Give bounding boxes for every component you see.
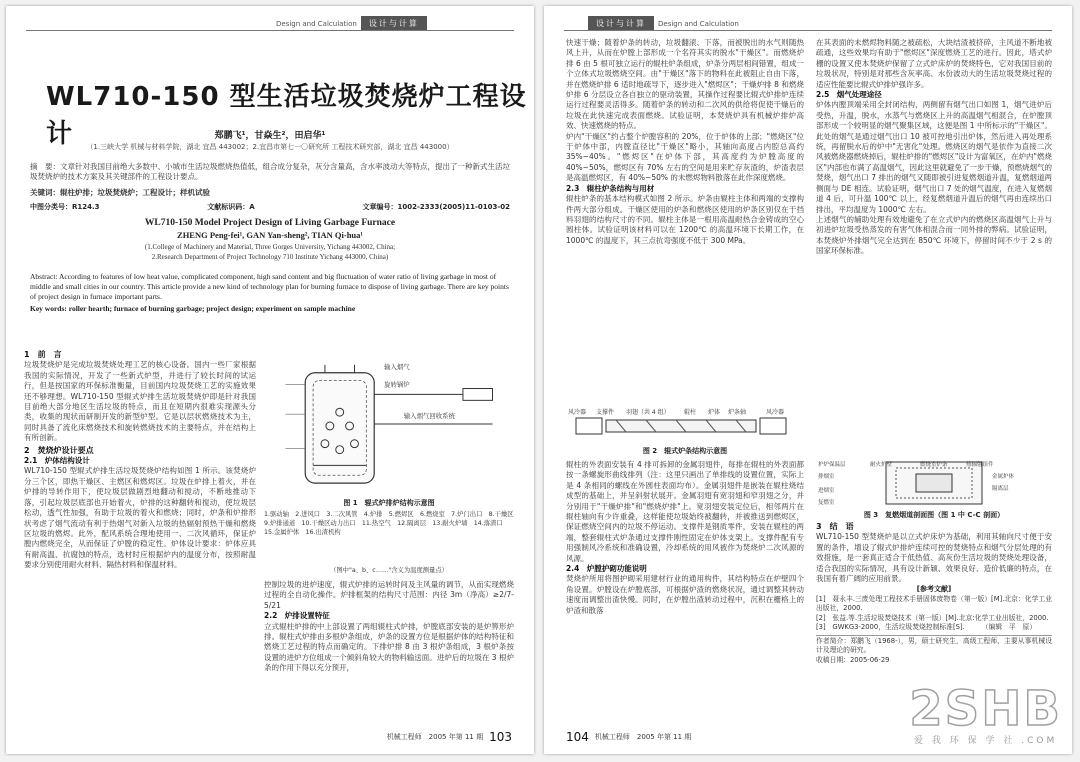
body-paragraph: 上述烟气的辅助处理有效地避免了在立式炉内的燃烧区高温烟气上升与初进炉垃圾受热蒸发的有害气体相混合而一同外排的弊病。试验证明，本焚烧炉外排烟气完全达到在 850℃ 环境下，停留时间不少于 2 s 的国家环保标准。 bbox=[816, 214, 1052, 256]
fig2-label: 炉体 bbox=[708, 409, 721, 416]
reference-item: [2] 张益.等.生活垃圾焚烧技术（第一版）[M].北京:化学工业出版社，2000. bbox=[816, 613, 1049, 622]
english-title: WL710-150 Model Project Design of Living Garbage Furnace bbox=[144, 218, 396, 228]
figure-3-diagram bbox=[816, 458, 1052, 508]
subsection-heading: 2.3 辊柱炉条结构与用材 bbox=[566, 183, 655, 193]
body-paragraph: 快速干燥；随着炉条的转动，垃圾翻滚、下落，而被脱出的水气则随热风上升，从而在炉膛上部形成一个名符其实的脱水"干燥区"。而燃烧炉排 6 由 5 根可独立运行的辊柱炉条组成，炉条分两层相间错置，组成一个立体式垃圾燃烧空间。由"干燥区"落下的物料在此被阻止自由下落，并在燃烧炉排 6 适时地疏导下，逐步进入"燃烬区"；干燥炉排 8 和燃烧炉排 6 分层设立各自独立的驱动装置，其操作过程要比辊式炉排炉连续运行过程要灵活得多。随着炉条的转动和二次风的供给将促使干燥后的垃圾在此快速完成表面燃烧。试验证明，本焚烧炉具有机械炉排炉高效、快速燃烧的特点。 bbox=[566, 38, 804, 131]
english-keywords: Key words: roller hearth; furnace of burning garbage; project design; experiment on sample machine bbox=[30, 304, 356, 313]
figure-2-diagram bbox=[566, 406, 804, 442]
author-note: 作者简介：郑鹏飞（1968-），男，硕士研究生，高级工程师，主要从事机械设计及理论的研究。 bbox=[816, 636, 1052, 655]
fig3-label: 耐火炉壁 bbox=[870, 462, 893, 468]
header-tag: 设计与计算 bbox=[588, 16, 654, 31]
left-column bbox=[566, 38, 804, 246]
fig1-label: 旋转锅炉 bbox=[384, 380, 410, 389]
reference-list bbox=[816, 595, 1052, 633]
fig2-label: 支撑件 bbox=[596, 409, 615, 416]
section-heading: 2 焚烧炉设计要点 bbox=[24, 445, 94, 455]
paper-title: WL710-150 型生活垃圾焚烧炉工程设计 bbox=[46, 82, 527, 149]
received-date: 收稿日期：2005-06-29 bbox=[816, 655, 890, 664]
left-page bbox=[6, 6, 534, 754]
body-paragraph: 在其表面的未燃烬物料随之被疏松，大块结渣被挤碎，主风道不断地被疏通，这些效果均有助于"燃烬区"深度燃烧工艺的进行。因此，塔式炉栅的设置又使本焚烧炉保留了立式炉床炉的焚烧特色，它对我国目前的垃圾状况，特别是对那些含灰率高、水份波动大的生活垃圾焚烧过程的适应性能要比辊式炉排炉强许多。 bbox=[816, 38, 1052, 89]
footer-journal: 机械工程师 2005 年第 11 期 bbox=[594, 733, 692, 741]
english-affiliation-1: (1.College of Machinery and Material, Three Gorges University, Yichang 443002, China; bbox=[144, 243, 396, 251]
watermark-subtitle: 爱 我 环 保 学 社 .COM bbox=[914, 736, 1058, 746]
page-footer bbox=[387, 730, 512, 744]
references-title: [参考文献] bbox=[916, 585, 952, 594]
page-header bbox=[584, 16, 739, 31]
keywords-cn: 关键词：辊柱炉排；垃圾焚烧炉；工程设计；样机试验 bbox=[30, 188, 210, 197]
body-paragraph: 炉内"干燥区"约占整个炉膛容积的 20%，位于炉体的上部；"燃烧区"位于炉体中部，内膛直径比"干燥区"略小，其轴向高度占内腔总高约 35%~40%。"燃烬区"在炉体下部，其高度约为炉膛高度的 40%~50%，燃烬区有 70% 左右的空间是用来贮存灰渣的，炉渣表层是高温燃烬区，有 40%~50% 的未燃烬物料散落在此作深度燃烧。 bbox=[566, 131, 804, 183]
figure-1-note: （图中"a、b、c……"含义为温度测量点） bbox=[330, 567, 448, 574]
subsection-heading: 2.2 炉排设置特征 bbox=[264, 611, 330, 621]
fig3-label: 燃烧室炉条 bbox=[920, 462, 948, 468]
subsection-heading: 2.1 炉体结构设计 bbox=[24, 456, 90, 466]
watermark-logo: 2SHB bbox=[909, 681, 1062, 737]
page-number: 103 bbox=[489, 730, 512, 744]
header-english: Design and Calculation bbox=[658, 19, 739, 28]
body-paragraph: 辊柱炉条的基本结构模式如图 2 所示。炉条由辊柱主体和两端的支撑构件两大部分组成。干燥区使用的炉条和燃烧区使用的炉条区别仅在于挡料羽翅的结构尺寸的不同。辊柱主体是一根用高温耐热合金铸成的空心圆柱体。试验证明该材料可以在 1200℃ 的高温环境下长期工作，在 1000℃ 的温度下，其三点抗弯强度不低于 300 MPa。 bbox=[566, 194, 804, 245]
section-heading: 1 前 言 bbox=[24, 350, 62, 359]
fig2-label: 羽翅（共 4 组） bbox=[626, 409, 670, 416]
figure-3-caption: 图 3 复燃烟道剖面图（图 1 中 C-C 剖面） bbox=[863, 511, 1005, 519]
header-rule bbox=[564, 30, 1052, 31]
document-code: 文献标识码：A bbox=[207, 203, 255, 211]
left-column-continued bbox=[566, 460, 804, 616]
header-tag: 设计与计算 bbox=[361, 16, 427, 31]
conclusion-section bbox=[816, 522, 1052, 665]
meta-row bbox=[30, 202, 510, 212]
fig1-label: 输入烟气 bbox=[384, 362, 410, 371]
figure-1-diagram bbox=[264, 354, 514, 494]
watermark bbox=[909, 681, 1062, 746]
fig3-label: 热辐射组件 bbox=[966, 462, 994, 468]
affiliation: （1.三峡大学 机械与材料学院，湖北 宜昌 443002；2.宜昌市第七一〇研究所 工程技术研究部，湖北 宜昌 443000） bbox=[86, 143, 454, 151]
body-paragraph: 焚烧炉所用将图护砌采用建材行业的通用构件，其结构特点在炉壁四个角设置。炉膛设在炉膛底部，可根据炉渣的燃烧状况，通过调整其转动速度而调整出渣快慢。同时，在炉膛出渣转动过程中，沉积在栅格上的炉渣和散落 bbox=[566, 574, 804, 615]
fig2-label: 炉条轴 bbox=[728, 409, 747, 416]
body-paragraph: 辊柱的外表面安装有 4 排可拆卸的金属羽翅件，每排在辊柱的外表面都按一条螺旋形曲线排列（注：这里只画出了单排线的设置位置，实际上是 4 条相同的螺线在外圆柱表面均布）。金属羽翅件是嵌装在辊柱烧结成型的基础上，并呈斜射状展开。金属羽翅有宽羽翅和窄羽翅之分，并分别用于"干燥炉排"和"燃烧炉排"上。宽羽翅安装定位后，相邻两片在辊柱轴向有少许重叠，这样能使垃圾始终被翻转，并被推送到燃烬区，保证燃烧空间内的垃圾不停运动。支撑件是钢质零件，安装在辊柱的两端，整套辊柱式炉条通过支撑件刚性固定在炉体支架上。支撑件配有专用强制风冷系统和准确设置，冷却系统的用风被作为焚烧炉二次风源的风源。 bbox=[566, 460, 804, 563]
english-authors: ZHENG Peng-fei¹, GAN Yan-sheng², TIAN Qi-hua¹ bbox=[177, 230, 363, 240]
fig1-label: 输入烟气回收系统 bbox=[403, 412, 455, 421]
clc-number: 中图分类号：R124.3 bbox=[30, 203, 100, 211]
fig2-label: 风冷器 bbox=[766, 409, 785, 416]
english-abstract bbox=[30, 272, 510, 314]
figure-2-caption: 图 2 辊式炉条结构示意图 bbox=[642, 447, 728, 455]
body-paragraph: 炉体内膛顶端采用全封闭结构，两侧留有烟气出口如图 1，烟气进炉后受热，升温，脱水，水蒸气与燃烧区上升的高温烟气相混合，在炉膛顶部形成一个较明显的烟气聚集区域，这便是图 1 中所标示的"干燥区"。此处的烟气是通过烟气出口 10 被可控地引出炉体，然后进入再处理系统，再留脱水后的炉中"无害化"处理。燃烧区的烟气是依作为直接二次风被燃烧器燃烧掉后，辊柱炉排的"燃烬区"设计为富氧区，在炉内"燃烧区"内部也布满了高温烟气，因此这里就避免了一步干燥，预燃烧烟气的焚烧，烟气出口 7 排出的烟气又随即被引进复燃烟道升温，复燃烟道两侧面与 DE 相连。试验证明，烟气出口 7 处的烟气温度，在进入复燃烟道 4 后，可升温 100℃ 以上，经复燃烟道升温后的烟气再由连续出口排出，平均温度为 1000℃ 左右。 bbox=[816, 100, 1052, 214]
page-footer bbox=[566, 730, 691, 744]
page-number: 104 bbox=[566, 730, 589, 744]
fig3-label: 金属炉体 bbox=[992, 474, 1015, 480]
fig2-label: 辊柱 bbox=[684, 409, 697, 416]
header-english: Design and Calculation bbox=[276, 19, 357, 28]
fig3-label: 护炉保温层 bbox=[818, 462, 846, 468]
page-header bbox=[276, 16, 431, 31]
body-paragraph: WL710-150 型焚烧炉是以立式炉床炉为基础，利用其轴向尺寸便于安置的条件，增设了辊式炉排炉连续可控的焚烧特点和烟气分层处理的有效措施，是一套真正适合于低热值、高灰份生活垃圾的焚烧处理设备，适合我国的实际情况，具有设计新颖、效果良好、造价低廉的特点，在我国有着广阔的应用前景。 bbox=[816, 532, 1052, 584]
body-paragraph: 垃圾焚烧炉是完成垃圾焚烧处理工艺的核心设备。国内一些厂家根据我国的实际情况，开发了一些新式炉型，并进行了较长时间的试运行，但是按国家的环保标准衡量，目前国内垃圾焚烧工艺的实施效果还不够理想。WL710-150 型辊式炉排生活垃圾焚烧炉即是针对我国目前绝大部分地区生活垃圾的特点，而且在短期内很难实现源头分类，收集的现状而研制开发的新型炉型。它是以层状燃烧技术为主，同时具备了流化床燃烧技术和旋转燃烧技术的主要特点，并在结构上有所创新。 bbox=[24, 360, 256, 443]
reference-item: [3] GWKG3-2000，生活垃圾焚烧控制标准[S]. （编辑 平 原） bbox=[816, 623, 1037, 632]
fig3-label: 隔离层 bbox=[992, 486, 1009, 492]
section-heading: 3 结 语 bbox=[816, 522, 854, 531]
figure-1-caption: 图 1 辊式炉排炉结构示意图 bbox=[343, 499, 435, 507]
author-list: 郑鹏飞¹，甘焱生²，田启华¹ bbox=[214, 131, 326, 141]
body-paragraph: 控制垃圾的进炉速度，辊式炉排的运转时间及主风量的调节，从而实现燃烧过程的全自动化操作。炉排框架的结构尺寸范围：内径 3m（净高）≥2/7-5/21 bbox=[264, 580, 514, 610]
header-rule bbox=[26, 30, 514, 31]
right-column bbox=[264, 580, 514, 674]
fig3-label: 排烟室 bbox=[818, 474, 835, 480]
right-page bbox=[544, 6, 1072, 754]
left-column bbox=[24, 350, 256, 571]
footer-journal: 机械工程师 2005 年第 11 期 bbox=[386, 733, 484, 741]
english-abstract-text: Abstract: According to features of low heat value, complicated component, high sand content and big fluctuation of water ratio of living garbage in most of middle and small cities in our country. This article provide a new kind of technology plan for burning furnace to dispose of living garbage. There are key points of project design in furnace important parts. bbox=[30, 272, 509, 301]
subsection-heading: 2.4 炉膛护砌功能说明 bbox=[566, 564, 647, 574]
figure-1-legend: 1.驱动轴 2.进风口 3.二次风管 4.炉排 5.燃烬区 6.燃烧室 7.炉门出口 8.干燥区 9.炉排通道 10.干燥区动力出口 11.热空气 12.隔离层 13.耐火炉墙 14.落渣口 15.金属炉体 16.出渣机构 bbox=[264, 511, 520, 536]
reference-item: [1] 聂永丰.三废处理工程技术手册固体废物卷（第一版）[M].北京：化学工业出版社，2000. bbox=[816, 594, 1052, 613]
body-paragraph: 立式辊柱炉排的中上部设置了两组辊柱式炉排，炉膛底部安装的是炉箅形炉排。辊柱式炉排由多根炉条组成，炉条的设置方位是根据炉体的结构特征和燃烧工艺过程的特点而确定的。下排炉排 8 由 3 根炉条组成，3 根炉条按设置的进炉方位组成一个倾斜角较大的物料输送面。进炉后的垃圾在 3 根炉条的作用下得以充分预开， bbox=[264, 621, 514, 673]
article-number: 文章编号：1002-2333(2005)11-0103-02 bbox=[362, 203, 510, 211]
fig2-label: 风冷器 bbox=[568, 409, 587, 416]
body-paragraph: WL710-150 型辊式炉排生活垃圾焚烧炉结构如图 1 所示。该焚烧炉分三个区，即热干燥区、主燃区和燃烬区。垃圾在炉排上着火，并在炉排的导转作用下，使垃圾层做剧烈地翻动和搅动，不断地推动下落，引起垃圾层底部也开始着火，炉排的这种翻转和搅动，使垃圾层松动，透气性加强，有助于垃圾的着火和燃烧；同时，炉条和炉排形状考虑了烟气流动有利于热烟气对新入垃圾的热辐射预热干燥和燃烧区垃圾的燃烬。此外，配风系统合理地使用一、二次风循环，保证炉膛内燃烧完全，从而保证了炉膛的稳定性。炉体设计要求：炉体应具有耐高温、抗腐蚀的特点，选材时应根据炉内的温度分布，按照耐温要求分别使用耐火材料、隔热材料和保温材料。 bbox=[24, 466, 256, 570]
fig3-label: 进烟室 bbox=[818, 488, 835, 494]
subsection-heading: 2.5 烟气处理途径 bbox=[816, 90, 882, 100]
right-column bbox=[816, 38, 1052, 257]
abstract-cn: 摘 要：文章针对我国目前绝大多数中、小城市生活垃圾燃烧热值低，组合成分复杂，灰分含量高，含水率波动大等特点，提出了一种新式生活垃圾焚烧炉的技术方案及其关键部件的工程设计要点。 bbox=[30, 162, 510, 181]
fig3-label: 复燃室 bbox=[818, 500, 835, 506]
english-affiliation-2: 2.Research Department of Project Technology 710 Institute Yichang 443000, China) bbox=[151, 253, 389, 261]
